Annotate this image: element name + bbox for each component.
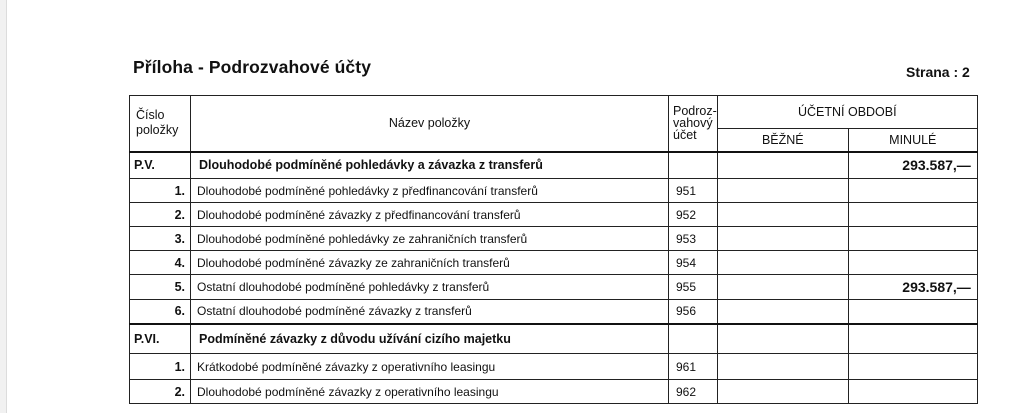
section-code: P.V. xyxy=(130,152,191,179)
page-title: Příloha - Podrozvahové účty xyxy=(133,57,372,77)
section-name: Podmíněné závazky z důvodu užívání cizího majetku xyxy=(191,324,669,354)
item-account: 955 xyxy=(669,275,718,300)
item-account: 956 xyxy=(669,300,718,324)
table-row xyxy=(130,179,978,203)
item-number: 6. xyxy=(130,300,191,324)
table-row xyxy=(130,354,978,380)
item-name: Ostatní dlouhodobé podmíněné pohledávky z transferů xyxy=(191,275,669,300)
item-number: 1. xyxy=(130,179,191,203)
item-name: Dlouhodobé podmíněné závazky z předfinancování transferů xyxy=(191,203,669,227)
header-cislo: Číslo položky xyxy=(130,96,191,152)
item-minule xyxy=(848,179,977,203)
item-bezne xyxy=(717,251,848,275)
section-name: Dlouhodobé podmíněné pohledávky a závazka z transferů xyxy=(191,152,669,179)
page-number: Strana : 2 xyxy=(906,64,970,80)
section-acct xyxy=(669,324,718,354)
item-account: 961 xyxy=(669,354,718,380)
item-number: 2. xyxy=(130,380,191,404)
section-row xyxy=(130,324,978,354)
item-minule xyxy=(848,227,977,251)
item-minule xyxy=(848,203,977,227)
header-minule: MINULÉ xyxy=(848,129,977,152)
item-minule xyxy=(848,354,977,380)
item-name: Dlouhodobé podmíněné závazky z operativního leasingu xyxy=(191,380,669,404)
section-acct xyxy=(669,152,718,179)
item-bezne xyxy=(717,354,848,380)
item-number: 5. xyxy=(130,275,191,300)
item-name: Ostatní dlouhodobé podmíněné závazky z transferů xyxy=(191,300,669,324)
item-account: 954 xyxy=(669,251,718,275)
item-minule xyxy=(848,251,977,275)
section-minule: 293.587,— xyxy=(848,152,977,179)
item-name: Dlouhodobé podmíněné pohledávky ze zahraničních transferů xyxy=(191,227,669,251)
item-bezne xyxy=(717,179,848,203)
section-bezne xyxy=(717,152,848,179)
table-row xyxy=(130,380,978,404)
item-number: 2. xyxy=(130,203,191,227)
item-bezne xyxy=(717,275,848,300)
table-row xyxy=(130,227,978,251)
off-balance-table xyxy=(129,95,978,404)
header-podroz: Podroz-vahový účet xyxy=(669,96,718,152)
item-minule xyxy=(848,380,977,404)
table-row xyxy=(130,275,978,300)
section-minule xyxy=(848,324,977,354)
section-code: P.VI. xyxy=(130,324,191,354)
table-row xyxy=(130,300,978,324)
item-bezne xyxy=(717,203,848,227)
header-nazev: Název položky xyxy=(191,96,669,152)
item-account: 952 xyxy=(669,203,718,227)
item-minule: 293.587,— xyxy=(848,275,977,300)
item-name: Dlouhodobé podmíněné pohledávky z předfinancování transferů xyxy=(191,179,669,203)
item-bezne xyxy=(717,227,848,251)
section-row xyxy=(130,152,978,179)
item-bezne xyxy=(717,300,848,324)
header-obdobi: ÚČETNÍ OBDOBÍ xyxy=(717,96,977,129)
item-number: 3. xyxy=(130,227,191,251)
item-bezne xyxy=(717,380,848,404)
scan-edge xyxy=(0,0,7,413)
section-bezne xyxy=(717,324,848,354)
item-number: 4. xyxy=(130,251,191,275)
item-account: 951 xyxy=(669,179,718,203)
item-minule xyxy=(848,300,977,324)
item-number: 1. xyxy=(130,354,191,380)
item-name: Krátkodobé podmíněné závazky z operativního leasingu xyxy=(191,354,669,380)
table-row xyxy=(130,251,978,275)
item-account: 953 xyxy=(669,227,718,251)
item-name: Dlouhodobé podmíněné závazky ze zahraničních transferů xyxy=(191,251,669,275)
table-row xyxy=(130,203,978,227)
item-account: 962 xyxy=(669,380,718,404)
header-bezne: BĚŽNÉ xyxy=(717,129,848,152)
